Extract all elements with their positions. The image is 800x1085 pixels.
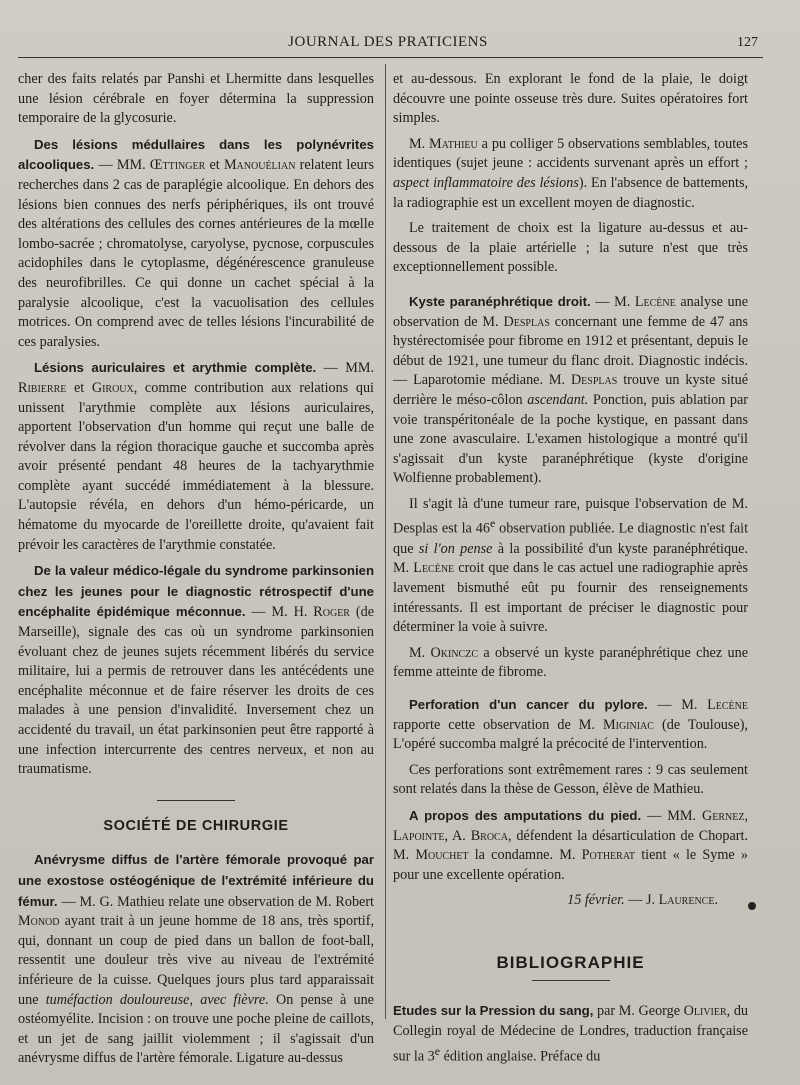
item-heading: A propos des amputations du pied.: [409, 807, 642, 823]
paragraph-okinczc: M. Okinczc a observé un kyste paranéphrétique chez une femme atteinte de fibrome.: [393, 644, 748, 681]
paragraph-anevrysme: Anévrysme diffus de l'artère fémorale provoqué par une exostose ostéogénique de l'extrémité inférieure du fémur. — M. G. Mathieu relate une observation de M. Robert Monod ayant trait à un jeune homme de 18 ans, très sportif, qui, donnant un coup de pied dans un ballon de foot-ball, ressentit une douleur très vive au niveau de l'extrémité inférieure de la cuisse. Quelques jours plus tard apparaissait une tuméfaction douloureuse, avec fièvre. On pense à une ostéomyélite. Incision : on trouve une poche pleine de caillots, et un jet de sang jaillit violemment ; il s'agissait d'un anévrysme diffus de l'artère fémorale. Ligature au-dessus: [18, 852, 374, 1067]
header-rule: [18, 57, 763, 58]
author-name: Laurence.: [658, 892, 718, 909]
paragraph-suites: et au-dessous. En explorant le fond de la plaie, le doigt découvre une pointe osseuse très dure. Suites opératoires fort simples.: [393, 71, 748, 127]
right-column: [393, 70, 748, 1073]
item-heading: Perforation d'un cancer du pylore.: [409, 696, 648, 712]
paragraph-tumeur-rare: Il s'agit là d'une tumeur rare, puisque l'observation de M. Desplas est la 46e observation publiée. Le diagnostic n'est fait que si l'on pense à la possibilité d'un kyste paranéphrétique. M. Lecène croit que dans le cas actuel une radiographie après lavement bismuthé eût pu fournir des renseignements intéressants. Il est important de préciser le diagnostic pour déterminer la voie à suivre.: [393, 495, 749, 636]
paragraph-polynevrites: Des lésions médullaires dans les polynévrites alcooliques. — MM. Œttinger et Manouélian relatent leurs recherches dans 2 cas de paraplégie alcoolique. En dehors des lésions bien connues des nerfs périphériques, ils ont trouvé des altérations des cellules des cornes antérieures de la mœlle lombo-sacrée ; chromatolyse, caryolyse, pycnose, corpuscules acidophiles dans le cytoplasme, dégénérescence granuleuse des neurofibrilles. Ce qui donne un cachet spécial à la paralysie alcoolique, c'est la vacuolisation des cellules motrices. On comprend avec de telles lésions l'incurabilité de ces paralysies.: [18, 136, 374, 350]
item-heading: Des lésions médullaires dans les polynévrites alcooliques.: [18, 136, 374, 173]
author-name: Olivier: [683, 1003, 727, 1020]
paragraph-arythmie: Lésions auriculaires et arythmie complète. — MM. Ribierre et Giroux, comme contribution aux relations qui unissent l'arythmie complète aux lésions auriculaires, apportent l'observation d'un homme qui reçut une balle de révolver dans la région thoracique gauche et succomba après avoir présenté pendant 48 heures de la tachyarythmie complète ayant succédé immédiatement à la blessure. L'autopsie révéla, en dehors d'un hémo-péricarde, un hématome du myocarde de l'oreillette droite, qu'avaient fait prévoir les caractères de l'arythmie constatée.: [18, 360, 374, 553]
page-number: 127: [737, 35, 758, 50]
paragraph-traitement: Le traitement de choix est la ligature au-dessus et au-dessous de la plaie artérielle ; la suture n'est que très exceptionnellement possible.: [393, 220, 748, 276]
author-name: Desplas: [570, 372, 618, 389]
paragraph-mathieu: M. Mathieu a pu colliger 5 observations semblables, toutes identiques (sujet jeune : accidents survenant après un effort ; aspect inflammatoire des lésions). En l'absence de battements, la radiographie est un excellent moyen de diagnostic.: [393, 135, 749, 211]
author-name: Mathieu: [429, 135, 478, 152]
author-name: Ribierre: [18, 379, 67, 396]
author-name: Okinczc: [430, 644, 478, 661]
item-heading: Lésions auriculaires et arythmie complète.: [34, 360, 317, 376]
author-name: Gernez, Lapointe: [393, 807, 749, 844]
author-name: Mouchet: [415, 847, 469, 864]
journal-title: JOURNAL DES PRATICIENS: [288, 34, 488, 50]
author-name: Miginiac: [603, 716, 654, 733]
left-column: [18, 70, 374, 1075]
author-name: Lecène: [634, 293, 676, 310]
author-name: Desplas: [503, 313, 550, 330]
column-divider: [385, 64, 386, 1019]
paragraph-gesson: Ces perforations sont extrêmement rares : 9 cas seulement sont relatés dans la thèse de Gesson, élève de Mathieu.: [393, 761, 748, 798]
paragraph-bibliographie-entry: Etudes sur la Pression du sang, par M. George Olivier, du Collegin royal de Médecine de Londres, traduction française sur la 3e édition anglaise. Préface du: [393, 1003, 749, 1065]
section-heading-chirurgie: SOCIÉTÉ DE CHIRURGIE: [103, 817, 289, 834]
author-name: Œttinger: [149, 157, 206, 174]
paragraph-amputations: A propos des amputations du pied. — MM. Gernez, Lapointe, A. Broca, défendent la désarticulation de Chopart. M. Mouchet la condamne. M. Potherat tient « le Syme » pour une excellente opération.: [393, 807, 749, 883]
author-name: Lecène: [413, 560, 455, 577]
ink-dot: [748, 902, 756, 910]
author-name: Monod: [18, 913, 60, 930]
item-heading: Etudes sur la Pression du sang,: [393, 1003, 594, 1019]
author-name: Giroux: [91, 379, 134, 396]
item-heading: Kyste paranéphrétique droit.: [409, 293, 591, 309]
author-name: Roger: [313, 604, 350, 621]
author-name: Lecène: [707, 696, 748, 713]
running-head: [18, 34, 758, 56]
section-heading-bibliographie: BIBLIOGRAPHIE: [496, 952, 645, 972]
paragraph-parkinsonien: De la valeur médico-légale du syndrome parkinsonien chez les jeunes pour le diagnostic rétrospectif d'une encéphalite épidémique méconnue. — M. H. Roger (de Marseille), signale des cas où un syndrome parkinsonien évoluant chez de jeunes sujets récemment libérés du service militaire, lui a permis de retrouver dans les antécédents une encéphalite méconnue et de faire réserver les droits de ces malades à une pension d'invalidité. Inversement chez un accidenté du travail, un état parkinsonien peut être rapporté à une infection intercurrente des centres nerveux, et non au traumatisme.: [18, 563, 374, 778]
author-name: Manouélian: [223, 157, 296, 174]
paragraph-glycosurie: cher des faits relatés par Panshi et Lhermitte dans lesquelles une lésion cérébrale en foyer détermina la suppression temporaire de la glycosurie.: [18, 71, 374, 127]
paragraph-perforation: Perforation d'un cancer du pylore. — M. Lecène rapporte cette observation de M. Miginiac (de Toulouse), L'opéré succomba malgré la précocité de l'intervention.: [393, 696, 748, 753]
author-name: Potherat: [581, 847, 636, 864]
author-name: Broca: [470, 827, 508, 844]
item-heading: De la valeur médico-légale du syndrome parkinsonien chez les jeunes pour le diagnostic rétrospectif d'une encéphalite épidémique méconnue.: [18, 563, 374, 620]
item-heading: Anévrysme diffus de l'artère fémorale provoqué par une exostose ostéogénique de l'extrémité inférieure du fémur.: [18, 852, 374, 909]
signature: 15 février. — J. Laurence.: [567, 892, 718, 909]
paragraph-kyste: Kyste paranéphrétique droit. — M. Lecène analyse une observation de M. Desplas concernant une femme de 47 ans hystérectomisée pour fibrome en 1912 et présentant, depuis le début de 1921, une tumeur du flanc droit. Diagnostic indécis. — Laparotomie médiane. M. Desplas trouve un kyste situé derrière le méso-côlon ascendant. Ponction, puis ablation par voie transpéritonéale de la poche kystique, en passant dans une zone avasculaire. L'examen histologique a montré qu'il s'agissait d'un kyste paranéphrétique (kyste d'origine Wolfienne probablement).: [393, 293, 748, 487]
